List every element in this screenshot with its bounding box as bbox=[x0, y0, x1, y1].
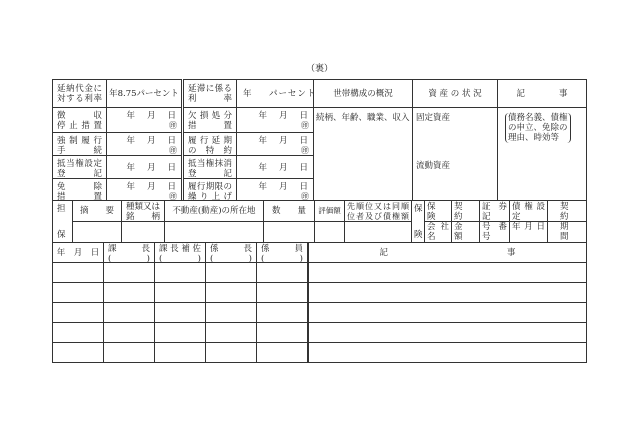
enforcement-label bbox=[52, 132, 107, 156]
header-line: 契 約 bbox=[454, 202, 472, 222]
insurance-side-label bbox=[411, 200, 425, 243]
label-line: 履行延期 bbox=[188, 136, 232, 146]
header-text: 数 量 bbox=[271, 206, 306, 216]
claim-date-header bbox=[509, 200, 548, 232]
log-cell-deputy-chief[interactable] bbox=[154, 262, 206, 283]
claim-date-cell[interactable] bbox=[509, 221, 548, 243]
insurer-cell[interactable] bbox=[424, 221, 452, 243]
late-rate-unit: パーセント bbox=[269, 89, 317, 99]
seal-icon: ㊞ bbox=[169, 192, 177, 201]
policy-number-header bbox=[479, 200, 510, 242]
household-header bbox=[313, 79, 413, 108]
month-label: 月 bbox=[146, 182, 156, 192]
log-cell-notes[interactable] bbox=[307, 262, 587, 283]
log-cell-unit-chief[interactable] bbox=[205, 322, 257, 343]
assets-header bbox=[412, 79, 498, 108]
policy-number-cell[interactable] bbox=[479, 221, 510, 243]
header-line: ( ) bbox=[261, 254, 303, 264]
notes-hint-line: 債務名義、債権 bbox=[508, 113, 568, 123]
year-label: 年 bbox=[258, 111, 267, 121]
late-rate-label-cell bbox=[183, 79, 237, 108]
log-cell-date[interactable] bbox=[52, 262, 104, 283]
header-line: 債権設定 bbox=[512, 202, 545, 222]
summary-cell[interactable] bbox=[72, 221, 122, 243]
month-label: 月 bbox=[278, 136, 288, 146]
log-cell-unit-chief[interactable] bbox=[205, 302, 257, 323]
label-line: 抵当権設定 bbox=[57, 159, 102, 169]
header-text: 年 月 日 bbox=[56, 247, 100, 258]
month-label: 月 bbox=[278, 111, 288, 121]
day-label: 日 bbox=[167, 111, 176, 121]
current-assets-label: 流動資産 bbox=[416, 161, 451, 171]
year-label: 年 bbox=[126, 163, 135, 173]
late-rate-label-line: 延滞に係る bbox=[188, 84, 232, 94]
rate-value: 年8.75パーセント bbox=[109, 88, 179, 99]
household-header-text: 世帯構成の概況 bbox=[333, 88, 393, 99]
log-cell-date[interactable] bbox=[52, 322, 104, 343]
header-line: 会社名 bbox=[427, 222, 449, 242]
log-cell-deputy-chief[interactable] bbox=[154, 342, 206, 363]
label-line: 措 置 bbox=[188, 121, 232, 131]
contract-amount-cell[interactable] bbox=[451, 221, 480, 243]
day-label: 日 bbox=[167, 136, 176, 146]
log-cell-section-chief[interactable] bbox=[103, 322, 155, 343]
log-cell-staff[interactable] bbox=[256, 322, 308, 343]
notes-body[interactable] bbox=[497, 107, 587, 201]
log-cell-notes[interactable] bbox=[307, 282, 587, 303]
seal-icon: ㊞ bbox=[169, 146, 177, 155]
log-cell-section-chief[interactable] bbox=[103, 302, 155, 323]
exemption-label bbox=[52, 178, 107, 201]
exemption-date[interactable] bbox=[106, 178, 182, 201]
log-header-unit-chief bbox=[205, 242, 257, 263]
contract-period-cell[interactable] bbox=[547, 221, 587, 243]
header-line: 証券記 bbox=[482, 202, 507, 222]
deferral-label bbox=[183, 132, 237, 156]
log-cell-notes[interactable] bbox=[307, 322, 587, 343]
insurer-header bbox=[424, 200, 452, 242]
quantity-cell[interactable] bbox=[263, 221, 315, 243]
label-line: 履行期限の bbox=[188, 182, 232, 192]
seal-icon: ㊞ bbox=[301, 121, 309, 130]
log-header-date bbox=[52, 242, 104, 263]
prior-rank-header bbox=[344, 200, 412, 222]
page-title: （裏） bbox=[306, 64, 334, 74]
log-cell-date[interactable] bbox=[52, 282, 104, 303]
log-cell-staff[interactable] bbox=[256, 302, 308, 323]
label-line: 措 置 bbox=[57, 192, 102, 202]
seal-icon: ㊞ bbox=[169, 121, 177, 130]
header-line: 種類又は bbox=[126, 202, 161, 212]
month-label: 月 bbox=[146, 163, 156, 173]
mortgage-registration-date[interactable] bbox=[106, 155, 182, 179]
seal-icon: ㊞ bbox=[301, 192, 309, 201]
month-label: 月 bbox=[146, 136, 156, 146]
summary-header bbox=[72, 200, 122, 222]
header-line: 契約 bbox=[560, 202, 569, 222]
log-cell-deputy-chief[interactable] bbox=[154, 322, 206, 343]
loss-disposal-label bbox=[183, 107, 237, 133]
label-line: 手 続 bbox=[57, 146, 102, 156]
header-line: 位者及び債権額 bbox=[347, 212, 409, 221]
assets-body[interactable] bbox=[412, 107, 498, 201]
late-rate-value-cell[interactable] bbox=[236, 79, 317, 108]
header-line: 課 長 bbox=[108, 244, 150, 254]
header-line: 期間 bbox=[560, 222, 569, 242]
label-line: 免 除 bbox=[57, 182, 102, 192]
type-cell[interactable] bbox=[121, 221, 165, 243]
log-cell-unit-chief[interactable] bbox=[205, 342, 257, 363]
household-body[interactable] bbox=[313, 107, 413, 201]
valuation-cell[interactable] bbox=[314, 221, 345, 243]
rate-value-cell[interactable] bbox=[106, 79, 182, 108]
deferral-date[interactable] bbox=[236, 132, 314, 156]
header-line: 係 長 bbox=[210, 244, 252, 254]
log-cell-unit-chief[interactable] bbox=[205, 282, 257, 303]
header-text: 摘 要 bbox=[79, 206, 114, 216]
label-line: 抵当権抹消 bbox=[188, 159, 232, 169]
log-cell-date[interactable] bbox=[52, 302, 104, 323]
day-label: 日 bbox=[299, 111, 308, 121]
header-line: ( ) bbox=[159, 254, 201, 264]
acceleration-label bbox=[183, 178, 237, 201]
header-line: 保 険 bbox=[427, 202, 445, 222]
log-cell-unit-chief[interactable] bbox=[205, 262, 257, 283]
header-line: 年 月 日 bbox=[512, 222, 545, 232]
header-line: ( ) bbox=[108, 254, 150, 264]
label-line: 登 記 bbox=[188, 169, 232, 179]
location-header bbox=[164, 200, 264, 222]
label-line: 登 記 bbox=[57, 169, 102, 179]
loss-disposal-date[interactable] bbox=[236, 107, 314, 133]
prior-rank-cell[interactable] bbox=[344, 221, 412, 243]
log-header-section-chief bbox=[103, 242, 155, 263]
acceleration-date[interactable] bbox=[236, 178, 314, 201]
mortgage-registration-label bbox=[52, 155, 107, 179]
log-cell-section-chief[interactable] bbox=[103, 282, 155, 303]
log-header-deputy-chief bbox=[154, 242, 206, 263]
rate-label-cell bbox=[52, 79, 107, 108]
side-label-char: 保 bbox=[57, 230, 66, 240]
label-line: 強制履行 bbox=[57, 136, 102, 146]
log-cell-staff[interactable] bbox=[256, 342, 308, 363]
mortgage-cancellation-label bbox=[183, 155, 237, 179]
year-label: 年 bbox=[126, 182, 135, 192]
day-label: 日 bbox=[299, 163, 308, 173]
assets-header-text: 資 産 の 状 況 bbox=[428, 88, 482, 99]
type-header bbox=[121, 200, 165, 222]
notes-hint bbox=[505, 113, 571, 143]
side-label-char: 担 bbox=[57, 204, 66, 214]
notes-header-text: 記 事 bbox=[516, 88, 568, 99]
mortgage-cancellation-date[interactable] bbox=[236, 155, 314, 179]
fixed-assets-label: 固定資産 bbox=[416, 113, 451, 123]
side-label-char: 保 bbox=[414, 204, 423, 214]
year-label: 年 bbox=[258, 182, 267, 192]
month-label: 月 bbox=[146, 111, 156, 121]
header-line: ( ) bbox=[210, 254, 252, 264]
label-line: 徴 収 bbox=[57, 111, 102, 121]
header-line: 号番号 bbox=[482, 222, 507, 242]
log-cell-staff[interactable] bbox=[256, 262, 308, 283]
location-cell[interactable] bbox=[164, 221, 264, 243]
notes-hint-line: 理由、時効等 bbox=[508, 133, 560, 143]
notes-hint-line: の申立、免除の bbox=[508, 123, 568, 133]
year-label: 年 bbox=[258, 136, 267, 146]
side-label-char: 険 bbox=[414, 230, 423, 240]
header-line: 金 額 bbox=[454, 222, 472, 242]
month-label: 月 bbox=[278, 163, 288, 173]
seal-icon: ㊞ bbox=[301, 146, 309, 155]
contract-period-header bbox=[547, 200, 587, 242]
quantity-header bbox=[263, 200, 315, 222]
label-line: 停止措置 bbox=[57, 121, 102, 131]
log-cell-staff[interactable] bbox=[256, 282, 308, 303]
log-cell-date[interactable] bbox=[52, 342, 104, 363]
year-label: 年 bbox=[258, 163, 267, 173]
log-cell-section-chief[interactable] bbox=[103, 342, 155, 363]
log-cell-notes[interactable] bbox=[307, 342, 587, 363]
log-header-staff bbox=[256, 242, 308, 263]
label-line: 欠損処分 bbox=[188, 111, 232, 121]
day-label: 日 bbox=[167, 182, 176, 192]
late-rate-label-line: 利 率 bbox=[188, 94, 232, 104]
collateral-side-label bbox=[52, 200, 73, 243]
rate-label-line: 対する利率 bbox=[57, 94, 102, 104]
header-line: 銘 柄 bbox=[126, 212, 161, 222]
log-header-notes bbox=[307, 242, 587, 263]
household-hint: 続柄、年齢、職業、収入 bbox=[316, 113, 410, 123]
year-label: 年 bbox=[126, 111, 135, 121]
header-line: 先順位又は同順 bbox=[347, 202, 409, 211]
label-line: の 特 約 bbox=[188, 146, 232, 156]
header-line: 課長補佐 bbox=[159, 244, 201, 254]
log-cell-deputy-chief[interactable] bbox=[154, 302, 206, 323]
collection-suspension-label bbox=[52, 107, 107, 133]
rate-label-line: 延納代金に bbox=[57, 84, 102, 94]
year-label: 年 bbox=[126, 136, 135, 146]
day-label: 日 bbox=[299, 136, 308, 146]
label-line: 繰り上げ bbox=[188, 192, 232, 202]
notes-header bbox=[497, 79, 587, 108]
log-cell-notes[interactable] bbox=[307, 302, 587, 323]
header-line: 係 員 bbox=[261, 244, 303, 254]
day-label: 日 bbox=[299, 182, 308, 192]
day-label: 日 bbox=[167, 163, 176, 173]
log-cell-deputy-chief[interactable] bbox=[154, 282, 206, 303]
divider bbox=[181, 79, 182, 201]
valuation-header bbox=[314, 200, 345, 222]
contract-amount-header bbox=[451, 200, 480, 242]
log-cell-section-chief[interactable] bbox=[103, 262, 155, 283]
header-text: 不動産(動産)の所在地 bbox=[172, 206, 256, 216]
enforcement-date[interactable] bbox=[106, 132, 182, 156]
collection-suspension-date[interactable] bbox=[106, 107, 182, 133]
header-text: 記 事 bbox=[379, 247, 516, 258]
header-text: 評価額 bbox=[318, 206, 341, 215]
late-rate-year: 年 bbox=[243, 89, 252, 99]
month-label: 月 bbox=[278, 182, 288, 192]
